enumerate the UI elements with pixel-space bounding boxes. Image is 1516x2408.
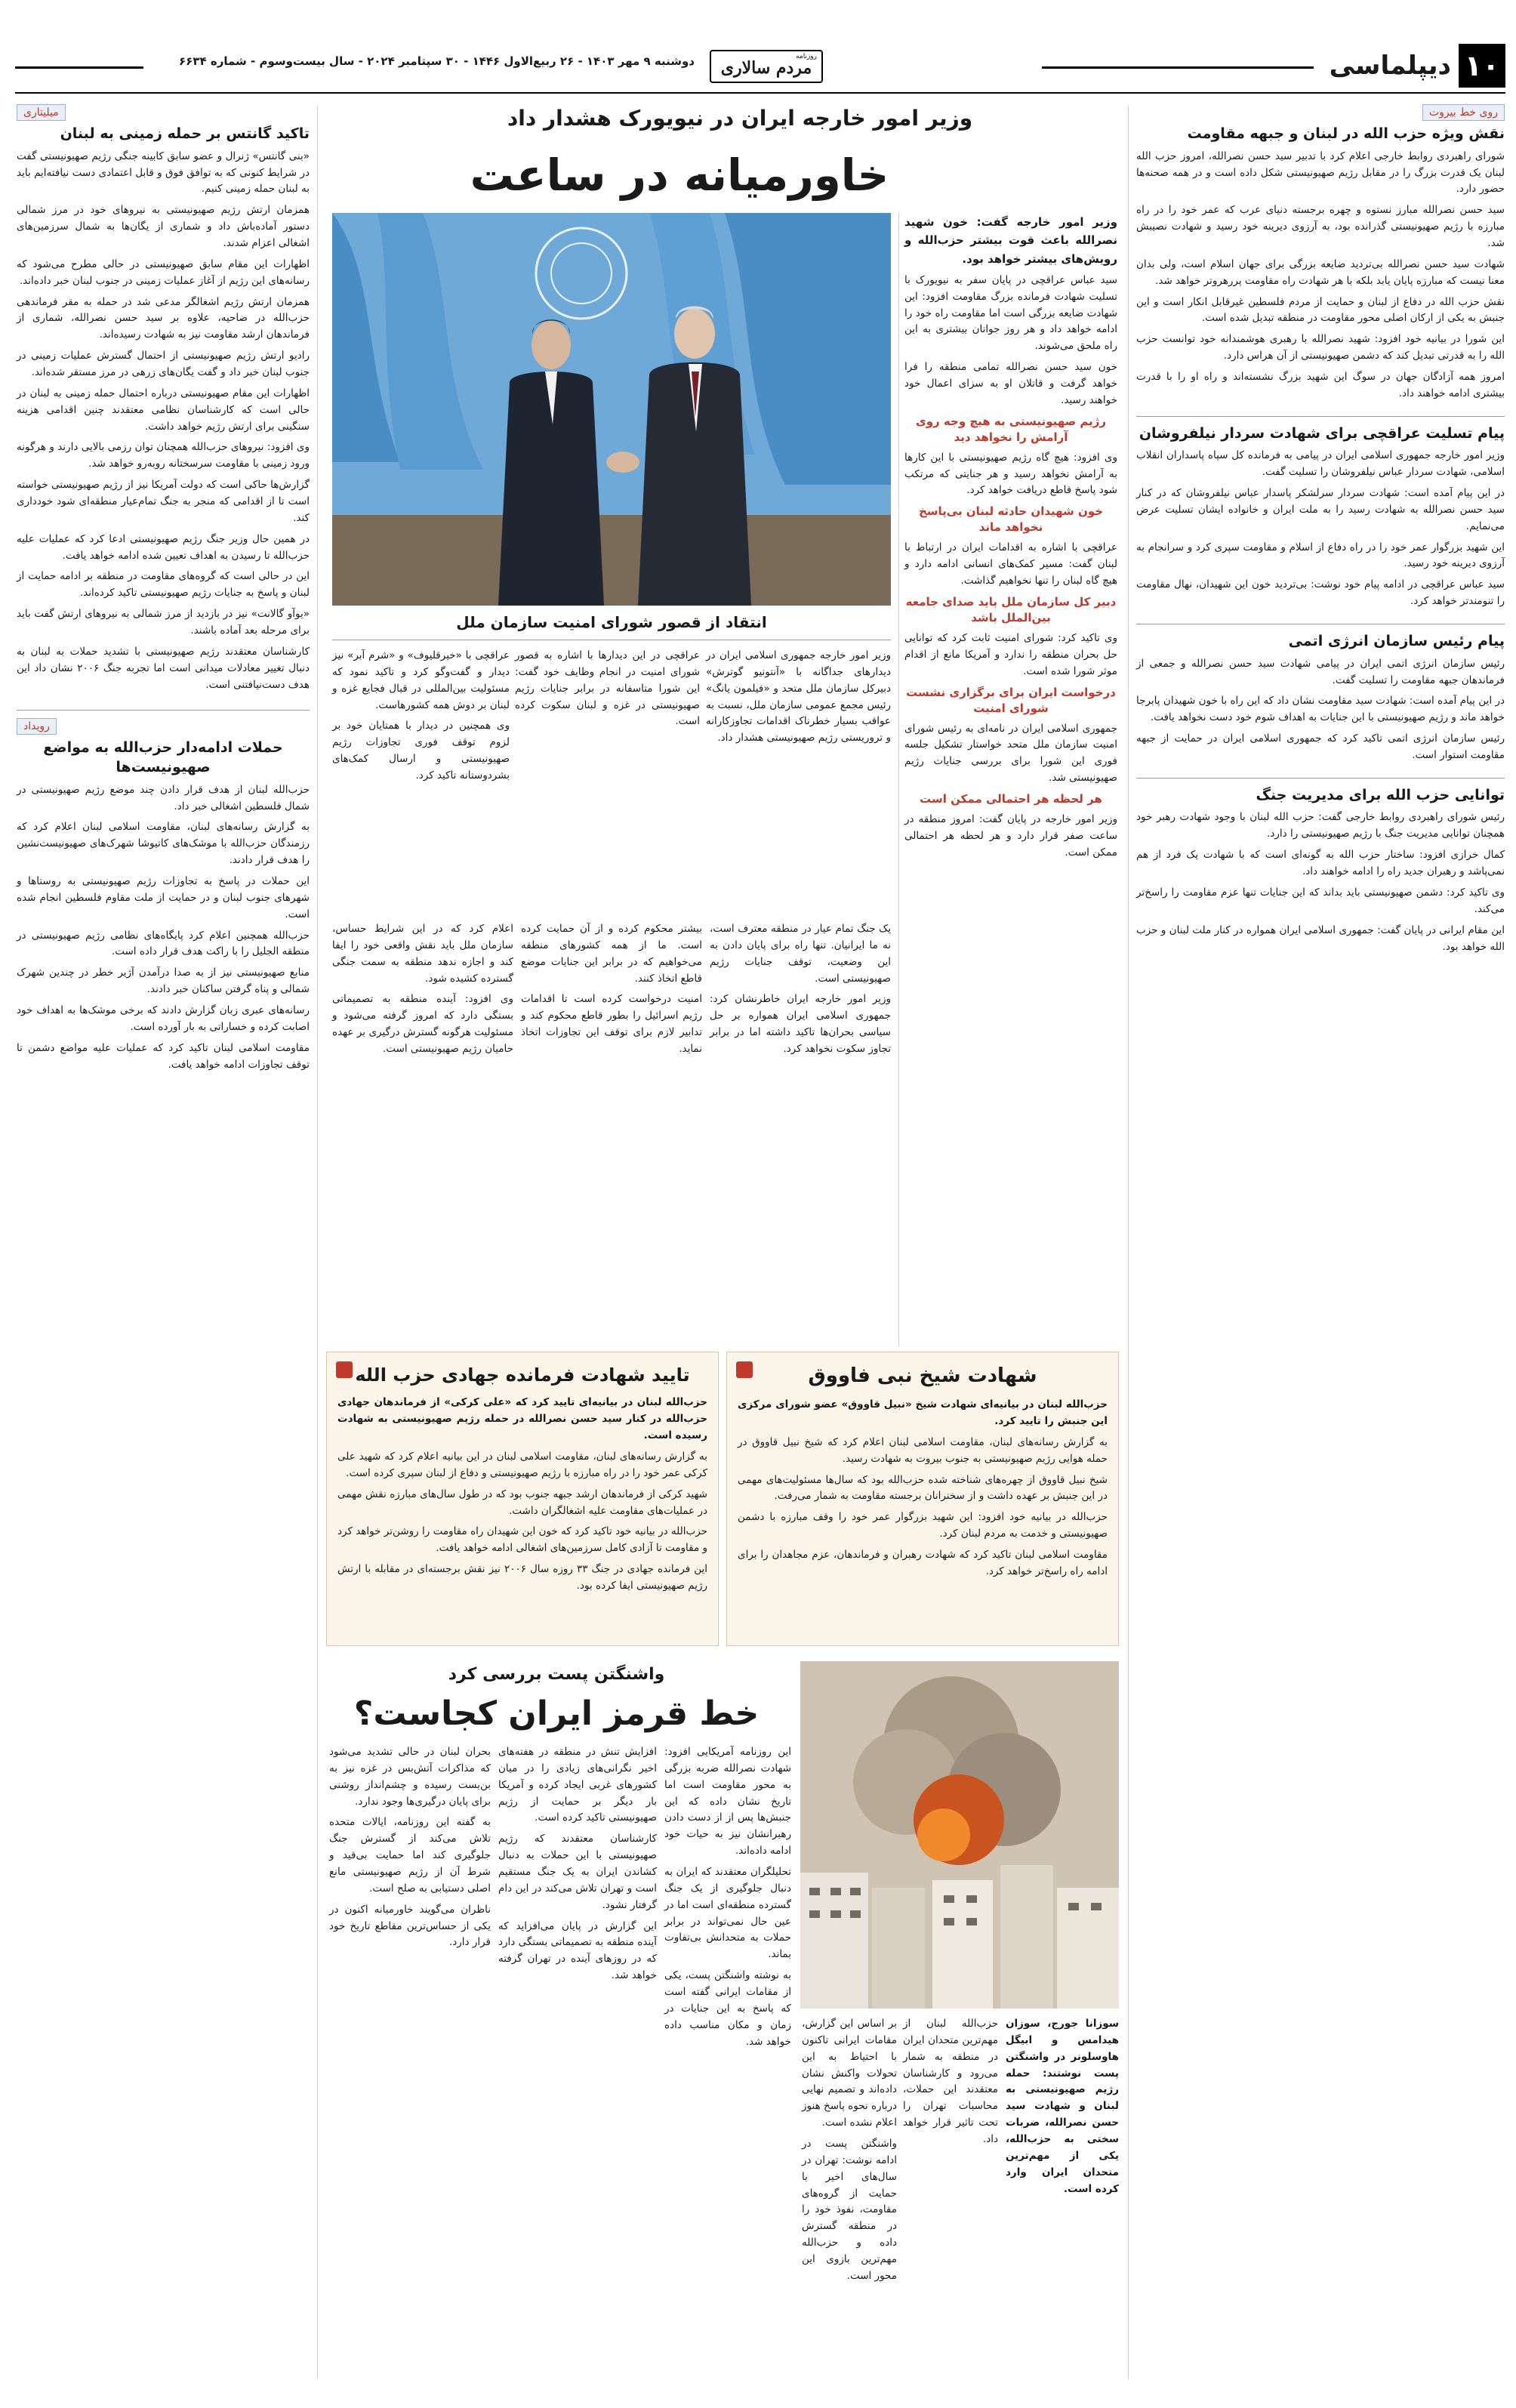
paragraph: اعلام کرد که در این شرایط حساس، سازمان ملل باید نقش واقعی خود را ایفا کند و اجازه ندهد منطقه به سمت جنگی گسترده کشیده شود. (332, 923, 513, 985)
un-meeting-photo (332, 213, 891, 606)
paragraph: همزمان ارتش رژیم صهیونیستی به نیروهای خود در مرز شمالی دستور آماده‌باش داد و شماری از یگان‌ها به شمال سرزمین‌های اشغالی اعزام شدند. (17, 204, 310, 249)
bottom-col-2 (664, 1744, 791, 2348)
main-kicker: وزیر امور خارجه ایران در نیویورک هشدار داد (507, 106, 973, 131)
paragraph: این در حالی است که گروه‌های مقاومت در منطقه بر ادامه حمایت از لبنان و پاسخ به جنایات رژیم صهیونیستی تاکید کرده‌اند. (17, 570, 310, 600)
bombing-smoke-photo (800, 1661, 1119, 2009)
main-headline: خاورمیانه در ساعت (470, 150, 889, 201)
paragraph: به گزارش رسانه‌های لبنان، مقاومت اسلامی لبنان در این بیانیه اعلام کرد که شهید علی کرکی عمر خود را در راه مبارزه با رژیم صهیونیستی و دفاع از لبنان سپری کرده است. (337, 1450, 707, 1479)
bottom-photo (800, 1661, 1119, 2009)
bottom-kicker: واشنگتن پست بررسی کرد (448, 1665, 665, 1684)
paragraph: نقش حزب الله در دفاع از لبنان و حمایت از مردم فلسطین غیرقابل انکار است و این جنبش به یکی از ارکان اصلی محور مقاومت در منطقه تبدیل شده است. (1136, 295, 1505, 325)
subheading: خون شهیدان حادثه لبنان بی‌پاسخ نخواهد ماند (918, 504, 1104, 535)
box-icon (736, 1361, 753, 1378)
paragraph: در همین حال وزیر جنگ رژیم صهیونیستی ادعا کرد که عملیات علیه حزب‌الله تا رسیدن به اهداف تعیین شده ادامه خواهد یافت. (17, 532, 310, 562)
subheading: هر لحظه هر احتمالی ممکن است (920, 791, 1102, 806)
paragraph: اظهارات این مقام صهیونیستی درباره احتمال حمله زمینی به لبنان در حالی است که کارشناسان نظامی معتقدند چنین اقدامی هزینه سنگینی برای ارتش رژیم خواهد داشت. (17, 387, 310, 433)
paragraph: همزمان ارتش رژیم اشغالگر مدعی شد در حمله به مقر فرماندهی حزب‌الله در ضاحیه، علاوه بر سید حسن نصرالله، شماری از فرماندهان ارشد مقاومت نیز به شهادت رسیده‌اند. (17, 295, 310, 341)
paragraph: وی افزود: نیروهای حزب‌الله همچنان توان رزمی بالایی دارند و هرگونه ورود زمینی با مقاومت سرسختانه روبه‌رو خواهد شد. (17, 441, 310, 470)
header-rule (1042, 66, 1314, 69)
box-left-body (337, 1395, 707, 1594)
paragraph: افزایش تنش در منطقه در هفته‌های اخیر نگرانی‌های زیادی را در میان کشورهای غربی ایجاد کرده و آمریکا بار دیگر بر حمایت از رژیم صهیونیستی تاکید کرده است. (498, 1746, 657, 1824)
paragraph: این شهید بزرگوار عمر خود را در راه دفاع از اسلام و مقاومت سپری کرد و سرانجام به آرزوی دیرینه خود رسید. (1136, 541, 1505, 570)
paragraph: رادیو ارتش رژیم صهیونیستی از احتمال گسترش عملیات زمینی در جنوب لبنان خبر داد و گفت یگان‌های زرهی در مرز مستقر شده‌اند. (17, 350, 310, 378)
column-divider (898, 213, 899, 1346)
box-lead: حزب‌الله لبنان در بیانیه‌ای تایید کرد که «علی کرکی» از فرماندهان جهادی حزب‌الله در کنار سید حسن نصرالله در حمله رژیم صهیونیستی به شهادت رسیده است. (337, 1396, 707, 1442)
right-col-body (1136, 149, 1505, 402)
paragraph: رئیس شورای راهبردی روابط خارجی گفت: حزب الله لبنان با وجود شهادت رهبر خود همچنان توانایی مدیریت جنگ با رژیم صهیونیستی را دارد. (1136, 811, 1505, 840)
paragraph: وی افزود: آینده منطقه به تصمیماتی بستگی دارد که امروز گرفته می‌شود و مسئولیت هرگونه گسترش درگیری بر عهده حامیان رژیم صهیونیستی است. (332, 993, 513, 1056)
paragraph: بیشتر محکوم کرده و از آن حمایت کرده است. ما از همه کشورهای منطقه می‌خواهیم که در برابر این جنایات موضع قاطع اتخاذ کنند. (521, 923, 702, 985)
logo-text: مردم سالاری (720, 58, 812, 78)
paragraph: عراقچی در این دیدارها با اشاره به قصور شورای امنیت در انجام وظایف خود گفت: این شورا متاسفانه در برابر جنایات رژیم صهیونیستی در غزه و لبنان سکوت کرده است. (515, 649, 700, 728)
paragraph: عراقچی با اشاره به اقدامات ایران در ارتباط با لبنان گفت: مسیر کمک‌های انسانی ادامه دارد و هیچ گاه لبنان را تنها نخواهیم گذاشت. (904, 541, 1117, 587)
paragraph: شهادت سید حسن نصرالله بی‌تردید ضایعه بزرگی برای جهان اسلام است، ولی بدان معنا نیست که مبارزه پایان یابد بلکه با هر شهادت راه مقاومت پررهروتر خواهد شد. (1136, 257, 1505, 287)
page-number: ۱۰ (1459, 44, 1505, 88)
logo-small: روزنامه (796, 53, 817, 60)
paragraph: حزب‌الله لبنان از هدف قرار دادن چند موضع رژیم صهیونیستی در شمال فلسطین اشغالی خبر داد. (17, 783, 310, 812)
paragraph: به گزارش رسانه‌های لبنان، مقاومت اسلامی لبنان اعلام کرد که شیخ نبیل قاووق در حمله هوایی رژیم صهیونیستی به جنوب بیروت به شهادت رسید. (738, 1435, 1108, 1465)
paragraph: در این پیام آمده است: شهادت سید مقاومت نشان داد که این راه با خون شهیدان پابرجا خواهد ماند و رژیم صهیونیستی با این جنایات به اهداف شوم خود دست نخواهد یافت. (1136, 695, 1505, 724)
box-icon (336, 1361, 353, 1378)
caption-col-1 (706, 648, 891, 905)
paragraph: امنیت درخواست کرده است تا اقدامات رژیم اسرائیل را بطور قاطع محکوم کند و تدابیر لازم برای توقف این تجاوزات اتخاذ نماید. (521, 993, 702, 1056)
box-right-title: شهادت شیخ نبی فاووق (808, 1364, 1037, 1387)
left-col-badge-2: رویداد (17, 718, 57, 735)
paragraph: به گفته این روزنامه، ایالات متحده تلاش می‌کند از گسترش جنگ جلوگیری کند اما حمایت بی‌قید و شرط آن از رژیم صهیونیستی مانع اصلی دستیابی به صلح است. (329, 1816, 491, 1895)
left-column (17, 104, 310, 2385)
left-col-badge: میلیتاری (17, 104, 66, 121)
paragraph: وزیر امور خارجه در پایان گفت: امروز منطقه در ساعت صفر قرار دارد و هر لحظه هر احتمالی ممکن است. (904, 812, 1117, 859)
box-right-body (738, 1397, 1108, 1580)
subheading: رژیم صهیونیستی به هیچ وجه روی آرامش را نخواهد دید (915, 414, 1107, 444)
paragraph: در این پیام آمده است: شهادت سردار سرلشکر پاسدار عباس نیلفروشان که در کنار سید حسن نصرالله به شهادت رسید را به ملت ایران و خانواده ایشان تسلیت عرض می‌نمایم. (1136, 487, 1505, 532)
paragraph: حزب‌الله همچنین اعلام کرد پایگاه‌های نظامی رژیم صهیونیستی در منطقه الجلیل را با راکت هدف قرار داده است. (17, 929, 310, 958)
paragraph: وی تاکید کرد: دشمن صهیونیستی باید بداند که این جنایات تنها عزم مقاومت را راسخ‌تر می‌کند. (1136, 886, 1505, 915)
left-col-title-2: حملات ادامه‌دار حزب‌الله به مواضع صهیونیست‌ها (43, 739, 283, 776)
paragraph: این گزارش در پایان می‌افزاید که آینده منطقه به تصمیماتی بستگی دارد که در روزهای آینده در تهران گرفته خواهد شد. (498, 1919, 657, 1982)
paragraph: وزیر امور خارجه ایران خاطرنشان کرد: جمهوری اسلامی ایران همواره بر حل سیاسی بحران‌ها تاکید داشته اما در برابر تجاوز سکوت نخواهد کرد. (710, 993, 891, 1056)
left-col-body (17, 149, 310, 694)
subheading: دبیر کل سازمان ملل باید صدای جامعه بین‌الملل باشد (905, 594, 1117, 624)
paragraph: این شورا در بیانیه خود افزود: شهید نصرالله با رهبری هوشمندانه خود توانست حزب الله را به قدرتی تبدیل کند که دشمن صهیونیستی از آن هراس دارد. (1136, 333, 1505, 362)
paragraph: حزب‌الله در بیانیه خود افزود: این شهید بزرگوار عمر خود را وقف مبارزه با دشمن صهیونیستی و خدمت به مردم لبنان کرد. (738, 1511, 1108, 1540)
paragraph: مقاومت اسلامی لبنان تاکید کرد که عملیات علیه مواضع دشمن تا توقف تجاوزات ادامه خواهد یافت. (17, 1041, 310, 1071)
newspaper-logo (710, 50, 823, 83)
paragraph: به گزارش رسانه‌های لبنان، مقاومت اسلامی لبنان اعلام کرد که رزمندگان حزب‌الله با موشک‌های کاتیوشا شهرک‌های صهیونیست‌نشین را هدف قرار دادند. (17, 821, 310, 867)
paragraph: سید عباس عراقچی در پایان سفر به نیویورک با تسلیت شهادت فرمانده بزرگ مقاومت افزود: این شهادت ضایعه بزرگی است اما مقاومت راه خود را ادامه خواهد داد و هر روز جوانان بیشتری به این راه ملحق می‌شوند. (904, 273, 1117, 353)
header-bottom-rule (15, 92, 1505, 94)
lead-summary: وزیر امور خارجه گفت: خون شهید نصرالله باعث قوت بیشتر حزب‌الله و رویش‌های بیشتر خواهد بود. (904, 215, 1117, 266)
story-col-3 (332, 921, 513, 1344)
paragraph: خون سید حسن نصرالله تمامی منطقه را فرا خواهد گرفت و قاتلان او به سزای اعمال خود خواهند رسید. (904, 361, 1117, 406)
paragraph: شیخ نبیل قاووق از چهره‌های شناخته شده حزب‌الله بود که سال‌ها مسئولیت‌های مهمی در این جنبش بر عهده داشت و از سخنرانان برجسته مقاومت به شمار می‌رفت. (738, 1473, 1108, 1503)
paragraph: شهید کرکی از فرماندهان ارشد جبهه جنوب بود که در طول سال‌های مبارزه نقش مهمی در عملیات‌های مقاومت علیه اشغالگران داشت. (337, 1488, 707, 1517)
right-col-body-3 (1136, 656, 1505, 764)
paragraph: عراقچی با «خیرقلیوف» و «شرم آبر» نیز دیدار و گفت‌وگو کرد و تاکید نمود که مسئولیت بین‌المللی در قبال فجایع غزه و لبنان بر دوش همه کشورهاست. (332, 649, 510, 711)
left-col-body-2 (17, 782, 310, 1074)
box-left-story (326, 1352, 719, 1646)
paragraph: این فرمانده جهادی در جنگ ۳۳ روزه سال ۲۰۰۶ نیز نقش برجسته‌ای در مقابله با ارتش رژیم صهیونیستی ایفا کرده بود. (337, 1563, 707, 1592)
paragraph: حزب‌الله در بیانیه خود تاکید کرد که خون این شهیدان راه مقاومت را روشن‌تر خواهد کرد و مقاومت تا آزادی کامل سرزمین‌های اشغالی ادامه خواهد یافت. (337, 1525, 707, 1555)
paragraph: سید حسن نصرالله مبارز نستوه و چهره برجسته دنیای عرب که عمر خود را در راه مبارزه با رژیم صهیونیستی گذرانده بود، به آرزوی دیرینه خود رسید و شهادت نصیبش شد. (1136, 204, 1505, 249)
box-left-title: تایید شهادت فرمانده جهادی حزب الله (355, 1364, 690, 1386)
paragraph: رئیس سازمان انرژی اتمی ایران در پیامی شهادت سید حسن نصرالله و جمعی از فرماندهان جبهه مقاومت را تسلیت گفت. (1136, 657, 1505, 686)
paragraph: این مقام ایرانی در پایان گفت: جمهوری اسلامی ایران همواره در کنار ملت لبنان و حزب الله خواهد بود. (1136, 923, 1505, 953)
column-divider (1128, 106, 1129, 2379)
section-title: دیپلماسی (1329, 51, 1451, 81)
paragraph: سوزانا جورج، سوزان هیدامس و ابیگل هاوسلونر در واشنگتن پست نوشتند: حمله رژیم صهیونیستی به لبنان و شهادت سید حسن نصرالله، ضربات سختی به حزب‌الله، یکی از مهم‌ترین متحدان ایران وارد کرده است. (1006, 2018, 1119, 2195)
left-col-title: تاکید گانتس بر حمله زمینی به لبنان (60, 125, 310, 142)
paragraph: امروز همه آزادگان جهان در سوگ این شهید بزرگ نشسته‌اند و راه او را با قدرت بیشتری ادامه خواهند داد. (1136, 370, 1505, 399)
paragraph: واشنگتن پست در ادامه نوشت: تهران در سال‌های اخیر با حمایت از گروه‌های مقاومت، نفوذ خود را در منطقه گسترش داده و حزب‌الله مهم‌ترین بازوی این محور است. (802, 2138, 897, 2282)
paragraph: وزیر امور خارجه جمهوری اسلامی ایران در دیدارهای جداگانه با «آنتونیو گوترش» دبیرکل سازمان ملل متحد و «فیلمون یانگ» رئیس مجمع عمومی سازمان ملل، نسبت به عواقب بسیار خطرناک اقدامات تجاوزکارانه و تروریستی رژیم صهیونیستی هشدار داد. (706, 649, 891, 745)
caption-col-2 (515, 648, 700, 905)
paragraph: جمهوری اسلامی ایران در نامه‌ای به رئیس شورای امنیت سازمان ملل متحد خواستار تشکیل جلسه فوری این شورا برای بررسی جنایات رژیم صهیونیستی شد. (904, 722, 1117, 785)
paragraph: بر اساس این گزارش، مقامات ایرانی تاکنون با احتیاط به این تحولات واکنش نشان داده‌اند و تصمیم نهایی درباره نحوه پاسخ هنوز اعلام نشده است. (802, 2018, 897, 2129)
bottom-photo-caption (1006, 2016, 1119, 2333)
paragraph: این حملات در پاسخ به تجاوزات رژیم صهیونیستی به روستاها و شهرهای جنوب لبنان و در حمایت از ملت مقاوم فلسطین انجام شده است. (17, 875, 310, 920)
main-lead-column (904, 213, 1117, 1391)
paragraph: حزب‌الله لبنان از مهم‌ترین متحدان ایران در منطقه به شمار می‌رود و کارشناسان معتقدند این حملات، محاسبات تهران را تحت تاثیر قرار خواهد داد. (903, 2018, 998, 2146)
right-col-title-4: توانایی حزب الله برای مدیریت جنگ (1136, 778, 1505, 806)
paragraph: «بنی گانتس» ژنرال و عضو سابق کابینه جنگی رژیم صهیونیستی گفت در شرایط کنونی که به توافق فوق و قابل اعتمادی دست نیافته‌ایم باید به لبنان حمله زمینی کنیم. (17, 150, 310, 196)
paragraph: بحران لبنان در حالی تشدید می‌شود که مذاکرات آتش‌بس در غزه نیز به بن‌بست رسیده و چشم‌انداز روشنی برای پایان درگیری‌ها وجود ندارد. (329, 1746, 491, 1808)
paragraph: این روزنامه آمریکایی افزود: شهادت نصرالله ضربه بزرگی به محور مقاومت است اما تاریخ نشان داده که این جنبش‌ها پس از از دست دادن رهبرانشان نیز به حیات خود ادامه داده‌اند. (664, 1746, 791, 1858)
paragraph: وی تاکید کرد: شورای امنیت ثابت کرد که توانایی حل بحران منطقه را ندارد و آمریکا مانع از اقدام موثر شورا شده است. (904, 631, 1117, 677)
main-photo (332, 213, 891, 606)
paragraph: شورای راهبردی روابط خارجی اعلام کرد با تدبیر سید حسن نصرالله، امروز حزب الله لبنان یک قدرت بزرگ را در مقابل رژیم صهیونیستی شکل داده است و در همه صحنه‌ها حضور دارد. (1136, 150, 1505, 196)
right-column (1136, 104, 1505, 2385)
bottom-col-4 (329, 1744, 491, 2348)
date-line: دوشنبه ۹ مهر ۱۴۰۳ - ۲۶ ربیع‌الاول ۱۴۴۶ - ۳۰ سپتامبر ۲۰۲۴ - سال بیست‌وسوم - شماره ۶۶۳۴ (179, 54, 695, 68)
paragraph: «یوآو گالانت» نیز در بازدید از مرز شمالی به نیروهای ارتش گفت باید برای مرحله بعد آماده باشند. (17, 608, 310, 637)
caption-col-3 (332, 648, 510, 905)
paragraph: کارشناسان معتقدند که رژیم صهیونیستی با این حملات به دنبال کشاندن ایران به یک جنگ مستقیم است و تهران تلاش می‌کند در این دام گرفتار نشود. (498, 1833, 657, 1911)
box-right-story (726, 1352, 1119, 1646)
right-col-title-2: پیام تسلیت عراقچی برای شهادت سردار نیلفروشان (1136, 416, 1505, 444)
story-col-1 (710, 921, 891, 1344)
right-col-badge: روی خط بیروت (1422, 104, 1505, 121)
column-divider (317, 106, 318, 2379)
paragraph: به نوشته واشنگتن پست، یکی از مقامات ایرانی گفته است که پاسخ به این جنایات در زمان و مکان مناسب داده خواهد شد. (664, 1969, 791, 2048)
right-col-title-3: پیام رئیس سازمان انرژی اتمی (1136, 624, 1505, 652)
paragraph: رسانه‌های عبری زبان گزارش دادند که برخی موشک‌ها به اهداف خود اصابت کرده و خساراتی به بار آورده است. (17, 1004, 310, 1033)
paragraph: کمال خرازی افزود: ساختار حزب الله به گونه‌ای است که با شهادت یک فرد از هم نمی‌پاشد و رهبران جدید راه را ادامه خواهند داد. (1136, 849, 1505, 878)
paragraph: سید عباس عراقچی در ادامه پیام خود نوشت: بی‌تردید خون این شهیدان، نهال مقاومت را تنومندتر خواهد کرد. (1136, 578, 1505, 608)
story-col-2 (521, 921, 702, 1344)
bottom-col-1b (802, 2016, 897, 2333)
right-col-title: نقش ویژه حزب الله در لبنان و جبهه مقاومت (1187, 125, 1505, 142)
box-lead: حزب‌الله لبنان در بیانیه‌ای شهادت شیخ «نبیل قاووق» عضو شورای مرکزی این جنبش را تایید کرد. (738, 1398, 1108, 1427)
paragraph: تحلیلگران معتقدند که ایران به دنبال جلوگیری از یک جنگ گسترده منطقه‌ای است اما در عین حال نمی‌تواند در برابر حملات به متحدانش بی‌تفاوت بماند. (664, 1866, 791, 1961)
bottom-headline: خط قرمز ایران کجاست؟ (353, 1694, 760, 1733)
paragraph: یک جنگ تمام عیار در منطقه معترف است، نه ما ایرانیان. تنها راه برای پایان دادن به این وضعیت، توقف جنایات رژیم صهیونیستی است. (710, 923, 891, 985)
paragraph: ناظران می‌گویند خاورمیانه اکنون در یکی از حساس‌ترین مقاطع تاریخ خود قرار دارد. (329, 1903, 491, 1949)
paragraph: وی همچنین در دیدار با همتایان خود بر لزوم توقف فوری تجاوزات رژیم صهیونیستی و ارسال کمک‌های بشردوستانه تاکید کرد. (332, 720, 510, 782)
bottom-col-3 (498, 1744, 657, 2348)
paragraph: منابع صهیونیستی نیز از به صدا درآمدن آژیر خطر در چندین شهرک شمالی و پناه گرفتن ساکنان خبر دادند. (17, 967, 310, 996)
paragraph: کارشناسان معتقدند رژیم صهیونیستی با تشدید حملات به لبنان به دنبال تغییر معادلات میدانی است اما تجربه جنگ ۲۰۰۶ نشان داد این هدف دست‌نیافتنی است. (17, 645, 310, 691)
right-col-body-2 (1136, 448, 1505, 610)
header-rule-left (15, 66, 143, 69)
paragraph: گزارش‌ها حاکی است که دولت آمریکا نیز از رژیم صهیونیستی خواسته است تا از اقدامی که منجر به جنگ تمام‌عیار منطقه‌ای شود خودداری کند. (17, 479, 310, 524)
paragraph: وی افزود: هیچ گاه رژیم صهیونیستی با این کارها به آرامش نخواهد رسید و هر جنایتی که مرتکب شود پاسخ قاطع دریافت خواهد کرد. (904, 451, 1117, 497)
photo-caption-title: انتقاد از قصور شورای امنیت سازمان ملل (332, 613, 891, 640)
bottom-col-1 (903, 2016, 998, 2333)
right-col-body-4 (1136, 809, 1505, 955)
paragraph: وزیر امور خارجه جمهوری اسلامی ایران در پیامی به فرمانده کل سپاه پاسداران انقلاب اسلامی، شهادت سردار عباس نیلفروشان را تسلیت گفت. (1136, 449, 1505, 479)
paragraph: اظهارات این مقام سابق صهیونیستی در حالی مطرح می‌شود که رسانه‌های این رژیم از آغاز عملیات زمینی در جنوب لبنان خبر داده‌اند. (17, 257, 310, 287)
paragraph: مقاومت اسلامی لبنان تاکید کرد که شهادت رهبران و فرماندهان، عزم مجاهدان را برای ادامه راه راسخ‌تر خواهد کرد. (738, 1548, 1108, 1577)
paragraph: رئیس سازمان انرژی اتمی تاکید کرد که جمهوری اسلامی ایران در حمایت از جبهه مقاومت استوار است. (1136, 732, 1505, 761)
subheading: درخواست ایران برای برگزاری نشست شورای امنیت (906, 685, 1116, 715)
